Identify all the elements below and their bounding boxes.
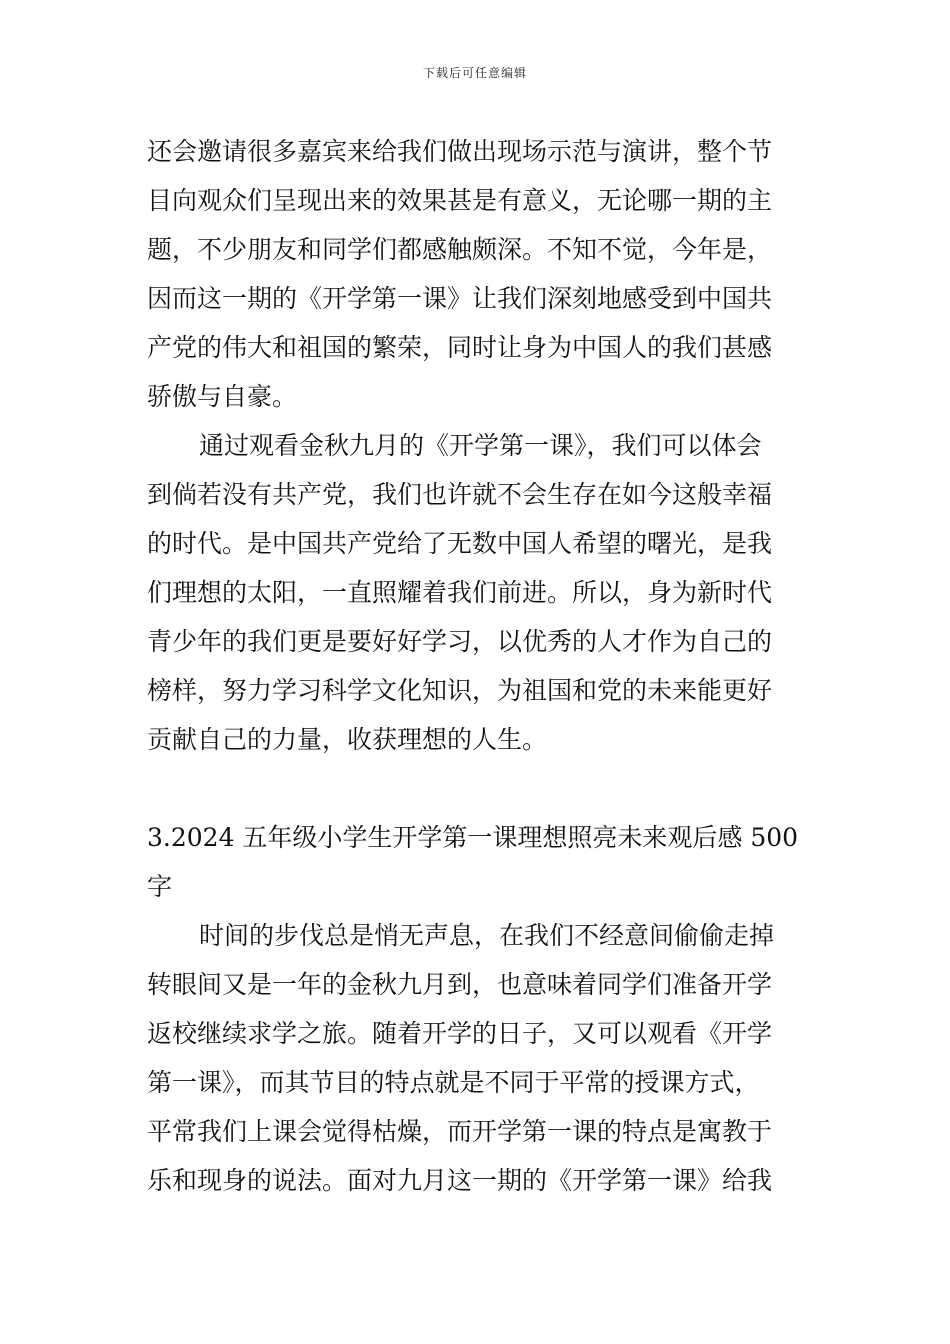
paragraph-line: 因而这一期的《开学第一课》让我们深刻地感受到中国共 — [147, 284, 773, 313]
section-title — [147, 813, 807, 911]
paragraph-line: 们理想的太阳，一直照耀着我们前进。所以，身为新时代 — [147, 578, 773, 607]
paragraph-line: 榜样，努力学习科学文化知识，为祖国和党的未来能更好 — [147, 676, 773, 705]
section-title-line: 字 — [147, 872, 173, 901]
paragraph-line: 还会邀请很多嘉宾来给我们做出现场示范与演讲，整个节 — [147, 137, 773, 166]
page-header-watermark: 下载后可任意编辑 — [422, 66, 527, 80]
paragraph-line: 通过观看金秋九月的《开学第一课》，我们可以体会 — [199, 431, 762, 460]
document-body — [147, 127, 807, 1205]
paragraph-line: 乐和现身的说法。面对九月这一期的《开学第一课》给我 — [147, 1166, 773, 1195]
paragraph-line: 平常我们上课会觉得枯燥，而开学第一课的特点是寓教于 — [147, 1117, 773, 1146]
paragraph-line: 第一课》，而其节目的特点就是不同于平常的授课方式， — [147, 1068, 760, 1097]
paragraph-line: 返校继续求学之旅。随着开学的日子，又可以观看《开学 — [147, 1019, 773, 1048]
paragraph-line: 青少年的我们更是要好好学习，以优秀的人才作为自己的 — [147, 627, 773, 656]
paragraph-line: 时间的步伐总是悄无声息，在我们不经意间偷偷走掉 — [199, 921, 775, 950]
paragraph-line: 题，不少朋友和同学们都感触颇深。不知不觉，今年是， — [147, 235, 773, 264]
paragraph-2 — [147, 421, 807, 764]
paragraph-line: 产党的伟大和祖国的繁荣，同时让身为中国人的我们甚感 — [147, 333, 773, 362]
section-title-line: 3.2024 五年级小学生开学第一课理想照亮未来观后感 500 — [147, 823, 799, 852]
paragraph-line: 目向观众们呈现出来的效果甚是有意义，无论哪一期的主 — [147, 186, 773, 215]
paragraph-3 — [147, 911, 807, 1205]
paragraph-line: 的时代。是中国共产党给了无数中国人希望的曙光，是我 — [147, 529, 773, 558]
paragraph-spacer — [147, 764, 807, 813]
paragraph-1 — [147, 127, 807, 421]
paragraph-line: 贡献自己的力量，收获理想的人生。 — [147, 725, 548, 754]
paragraph-line: 到倘若没有共产党，我们也许就不会生存在如今这般幸福 — [147, 480, 773, 509]
paragraph-line: 骄傲与自豪。 — [147, 382, 298, 411]
paragraph-line: 转眼间又是一年的金秋九月到，也意味着同学们准备开学 — [147, 970, 773, 999]
